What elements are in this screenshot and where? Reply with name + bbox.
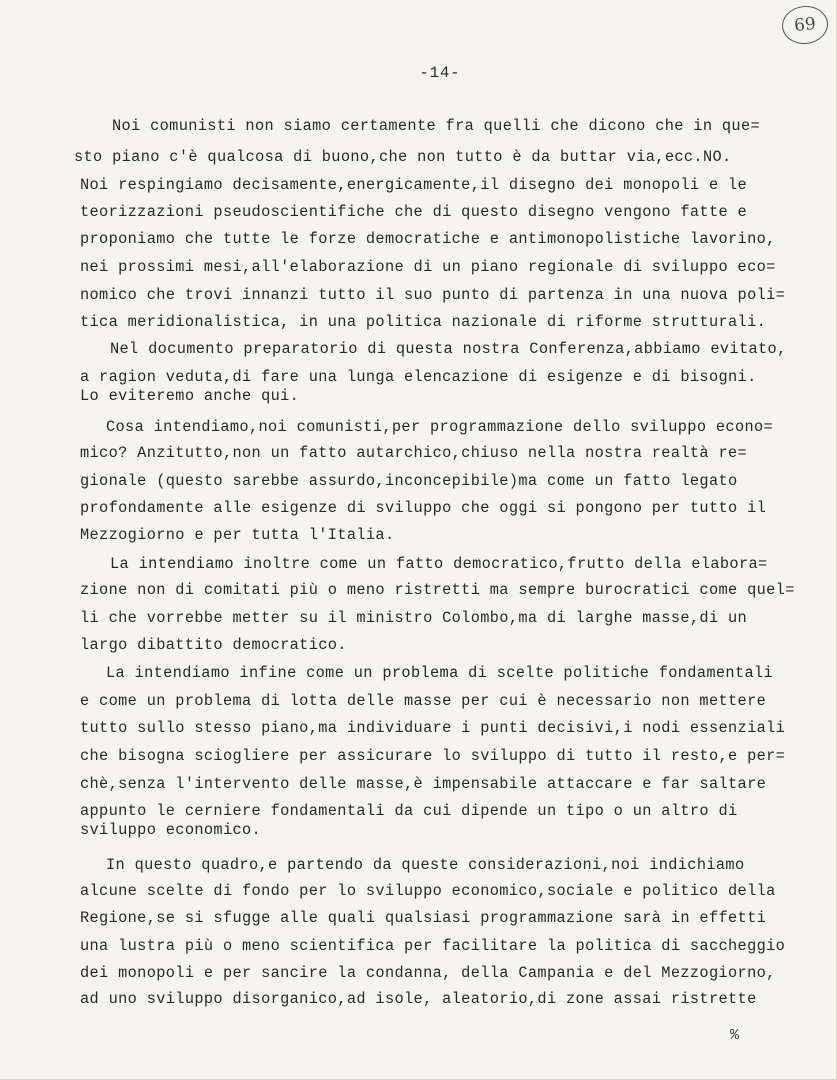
text-line: Regione,se si sfugge alle quali qualsiasi programmazione sarà in effetti	[80, 909, 767, 927]
text-line: li che vorrebbe metter su il ministro Colombo,ma di larghe masse,di un	[80, 609, 748, 627]
text-line: che bisogna sciogliere per assicurare lo sviluppo di tutto il resto,e per=	[80, 747, 786, 765]
text-line: Cosa intendiamo,noi comunisti,per programmazione dello sviluppo econo=	[106, 418, 774, 436]
text-line: zione non di comitati più o meno ristretti ma sempre burocratici come quel=	[80, 581, 795, 599]
continuation-mark: %	[730, 1027, 740, 1044]
text-line: appunto le cerniere fondamentali da cui dipende un tipo o un altro di	[80, 802, 738, 820]
text-line: Mezzogiorno e per tutta l'Italia.	[80, 526, 395, 544]
text-line: proponiamo che tutte le forze democratiche e antimonopolistiche lavorino,	[80, 230, 776, 248]
text-line: dei monopoli e per sancire la condanna, della Campania e del Mezzogiorno,	[80, 964, 776, 982]
text-line: nei prossimi mesi,all'elaborazione di un piano regionale di sviluppo eco=	[80, 258, 776, 276]
text-line: La intendiamo infine come un problema di scelte politiche fondamentali	[106, 664, 774, 682]
text-line: sto piano c'è qualcosa di buono,che non tutto è da buttar via,ecc.NO.	[74, 148, 732, 166]
text-line: ad uno sviluppo disorganico,ad isole, aleatorio,di zone assai ristrette	[80, 990, 757, 1008]
text-line: tutto sullo stesso piano,ma individuare i punti decisivi,i nodi essenziali	[80, 719, 786, 737]
text-line: La intendiamo inoltre come un fatto democratico,frutto della elabora=	[110, 555, 768, 573]
text-line: In questo quadro,e partendo da queste considerazioni,noi indichiamo	[106, 856, 745, 874]
text-line: chè,senza l'intervento delle masse,è impensabile attaccare e far saltare	[80, 775, 767, 793]
text-line: sviluppo economico.	[80, 821, 262, 839]
text-line: nomico che trovi innanzi tutto il suo punto di partenza in una nuova poli=	[80, 286, 786, 304]
text-line: alcune scelte di fondo per lo sviluppo economico,sociale e politico della	[80, 882, 776, 900]
text-line: mico? Anzitutto,non un fatto autarchico,chiuso nella nostra realtà re=	[80, 444, 748, 462]
text-line: Noi respingiamo decisamente,energicamente,il disegno dei monopoli e le	[80, 176, 748, 194]
page-number: -14-	[419, 64, 461, 82]
text-line: Noi comunisti non siamo certamente fra quelli che dicono che in que=	[112, 117, 761, 135]
text-line: a ragion veduta,di fare una lunga elencazione di esigenze e di bisogni.	[80, 368, 757, 386]
text-line: tica meridionalistica, in una politica nazionale di riforme strutturali.	[80, 313, 767, 331]
text-line: una lustra più o meno scientifica per facilitare la politica di saccheggio	[80, 937, 786, 955]
text-line: Nel documento preparatorio di questa nostra Conferenza,abbiamo evitato,	[110, 340, 787, 358]
text-line: gionale (questo sarebbe assurdo,inconcepibile)ma come un fatto legato	[80, 472, 738, 490]
text-line: teorizzazioni pseudoscientifiche che di questo disegno vengono fatte e	[80, 203, 748, 221]
archive-number-stamp: 69	[780, 4, 830, 47]
text-line: profondamente alle esigenze di sviluppo che oggi si pongono per tutto il	[80, 499, 767, 517]
text-line: e come un problema di lotta delle masse per cui è necessario non mettere	[80, 692, 767, 710]
text-line: largo dibattito democratico.	[80, 636, 347, 654]
text-line: Lo eviteremo anche qui.	[80, 387, 300, 405]
